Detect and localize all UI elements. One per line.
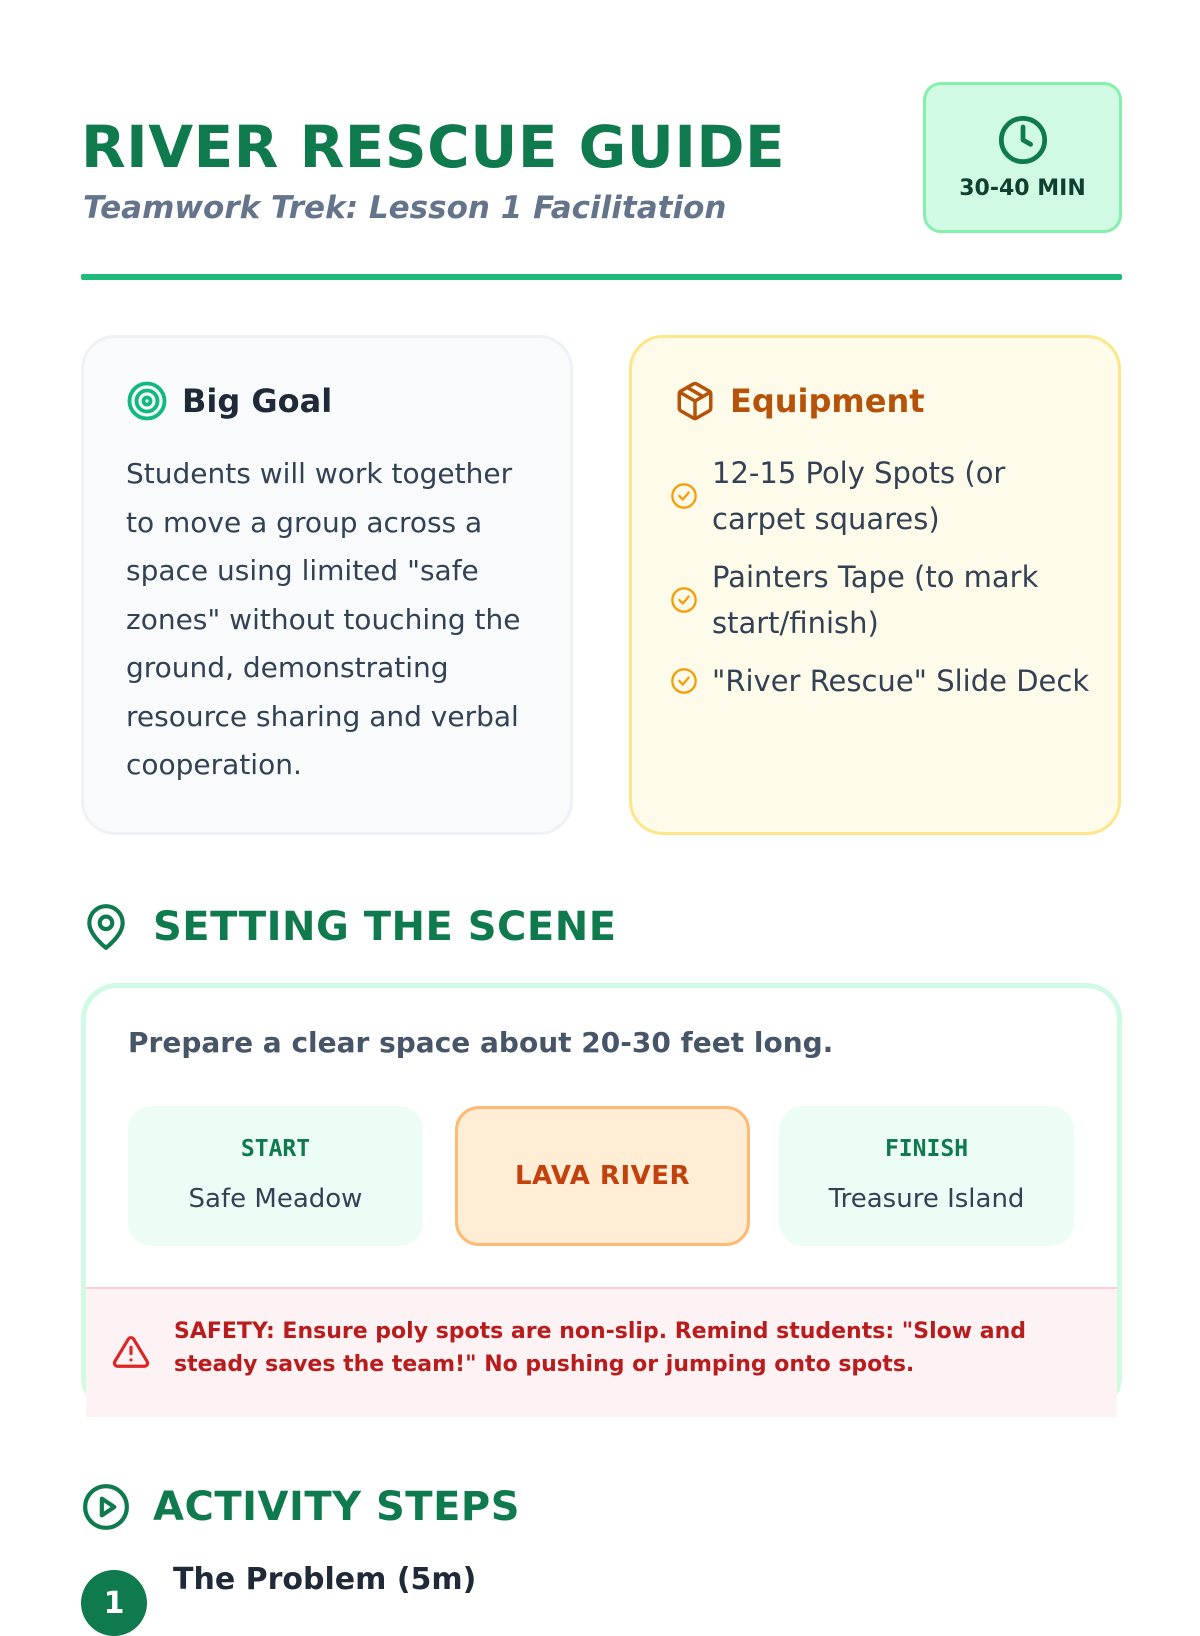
big-goal-header — [126, 380, 332, 422]
clock-icon — [997, 114, 1049, 166]
start-zone-label: START — [240, 1136, 311, 1162]
big-goal-text: Students will work together to move a group across a space using limited "safe zones" without touching the ground, demonstrating resource sharing and verbal cooperation. — [126, 457, 521, 781]
safety-text: SAFETY: Ensure poly spots are non-slip. Remind students: "Slow and steady saves the team!" No pushing or jumping onto spots. — [174, 1319, 1026, 1377]
map-pin-icon — [81, 902, 131, 952]
start-zone — [128, 1106, 423, 1246]
activity-step — [81, 1562, 477, 1636]
lava-river-zone — [455, 1106, 750, 1246]
step-number: 1 — [81, 1570, 147, 1636]
activity-steps-heading — [81, 1482, 520, 1532]
list-item — [670, 554, 1090, 646]
package-icon — [674, 380, 716, 422]
target-icon — [126, 380, 168, 422]
steps-title: ACTIVITY STEPS — [153, 1484, 521, 1530]
big-goal-card — [81, 335, 573, 835]
equipment-item-text: Painters Tape (to mark start/finish) — [712, 560, 1039, 640]
duration-text: 30-40 MIN — [959, 176, 1086, 201]
big-goal-title: Big Goal — [182, 382, 333, 420]
finish-zone-label: FINISH — [884, 1136, 969, 1162]
equipment-card — [629, 335, 1121, 835]
duration-badge — [923, 82, 1122, 233]
scene-title: SETTING THE SCENE — [153, 904, 617, 950]
check-circle-icon — [670, 667, 698, 695]
equipment-item-text: "River Rescue" Slide Deck — [712, 664, 1090, 698]
check-circle-icon — [670, 586, 698, 614]
step-title: The Problem (5m) — [173, 1562, 477, 1597]
equipment-item-text: 12-15 Poly Spots (or carpet squares) — [712, 456, 1006, 536]
warning-icon — [112, 1333, 150, 1371]
header-divider — [81, 274, 1122, 280]
start-zone-name: Safe Meadow — [188, 1184, 363, 1214]
scene-card — [81, 983, 1122, 1413]
equipment-header — [674, 380, 925, 422]
list-item — [670, 450, 1090, 542]
page-header — [81, 82, 1122, 282]
equipment-list — [670, 450, 1090, 716]
scene-lead: Prepare a clear space about 20-30 feet long. — [128, 1026, 834, 1059]
equipment-title: Equipment — [730, 382, 925, 420]
finish-zone — [779, 1106, 1074, 1246]
finish-zone-name: Treasure Island — [828, 1184, 1025, 1214]
check-circle-icon — [670, 482, 698, 510]
list-item — [670, 658, 1090, 704]
page-subtitle: Teamwork Trek: Lesson 1 Facilitation — [83, 190, 727, 226]
page-title: RIVER RESCUE GUIDE — [81, 113, 786, 181]
safety-callout — [86, 1287, 1117, 1417]
play-circle-icon — [81, 1482, 131, 1532]
setting-the-scene-heading — [81, 902, 617, 952]
lava-river-label: LAVA RIVER — [514, 1161, 691, 1191]
